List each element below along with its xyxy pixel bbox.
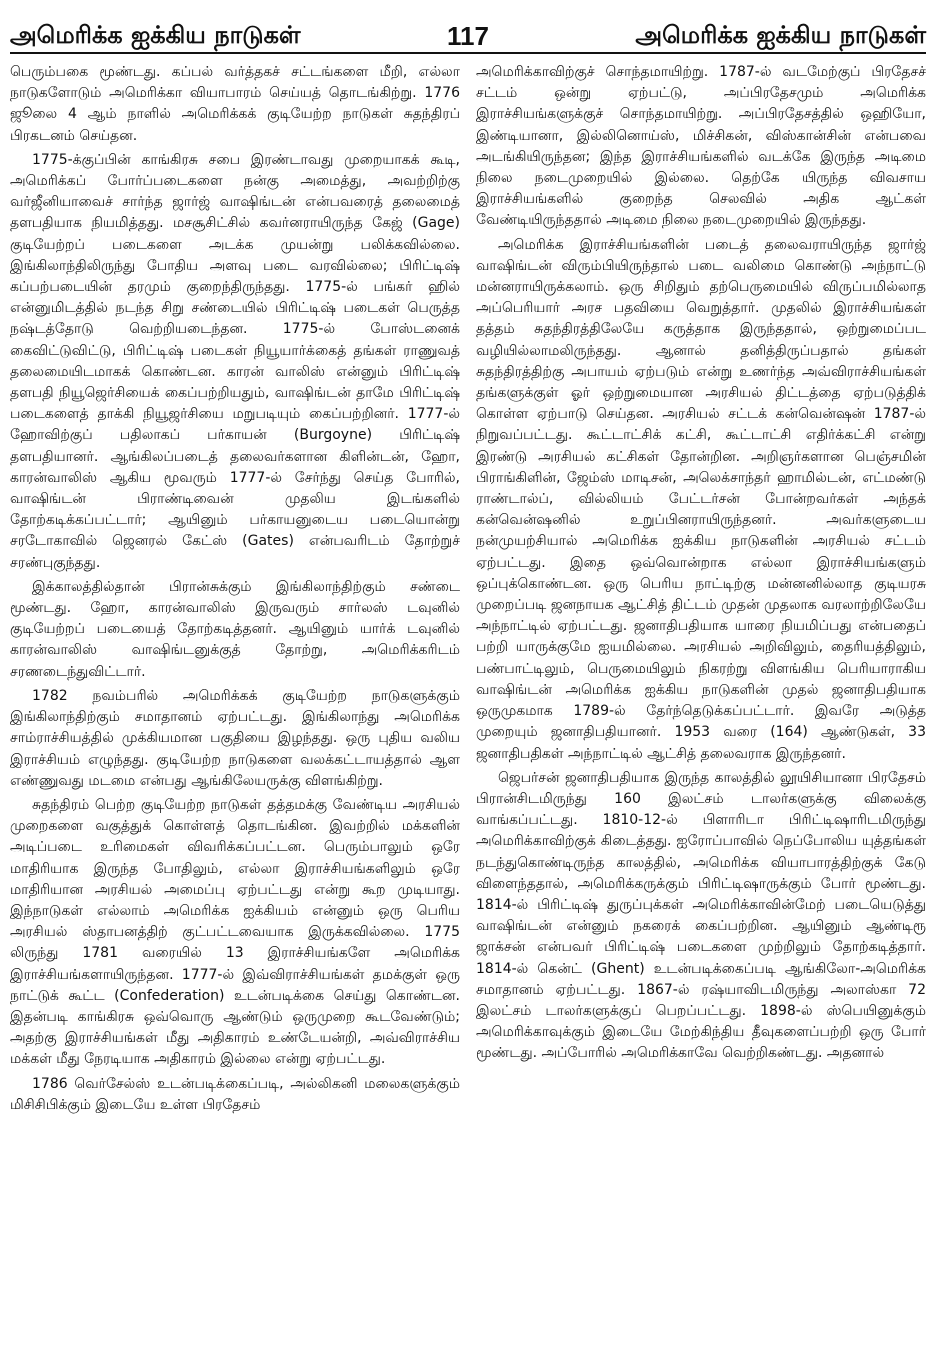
paragraph: இக்காலத்தில்தான் பிரான்சுக்கும் இங்கிலாந்திற்கும் சண்டை மூண்டது. ஹோ, காரன்வாலிஸ் இருவரும் சார்லஸ் டவுனில் குடியேற்றப் படையைத் தோற்கடித்தனர். ஆயினும் யார்க் டவுனில் காரன்வாலிஸ் வாஷிங்டனுக்குத் தோற்று, அமெரிக்கரிடம் சரணடைந்துவிட்டார். <box>10 578 460 680</box>
paragraph: பெரும்பகை மூண்டது. கப்பல் வர்த்தகச் சட்டங்களை மீறி, எல்லா நாடுகளோடும் அமெரிக்கா வியாபாரம் செய்யத் தொடங்கிற்று. 1776 ஜூலை 4 ஆம் நாளில் அமெரிக்கக் குடியேற்ற நாடுகள் சுதந்திரப் பிரகடனம் செய்தன. <box>10 64 460 144</box>
paragraph: அமெரிக்காவிற்குச் சொந்தமாயிற்று. 1787-ல் வடமேற்குப் பிரதேசச் சட்டம் ஒன்று ஏற்பட்டு, அப்பிரதேசமும் அமெரிக்க இராச்சியங்களுக்குச் சொந்தமாயிற்று. அப்பிரதேசத்தில் ஒஹியோ, இண்டியானா, இல்லினொய்ஸ், மிச்சிகன், விஸ்கான்சின் என்பவை அடங்கியிருந்தன; இந்த இராச்சியங்களில் வடக்கே இருந்த அடிமை நிலை நடைமுறையில் இல்லை. தெற்கே யிருந்த விவசாய இராச்சியங்களில் குறைந்த செலவில் அதிக ஆட்கள் வேண்டியிருந்ததால் அடிமை நிலை நடைமுறையில் இருந்தது. <box>476 64 926 229</box>
paragraph: 1786 வெர்சேல்ஸ் உடன்படிக்கைப்படி, அல்லிகனி மலைகளுக்கும் மிசிசிபிக்கும் இடையே உள்ள பிரதேசம் <box>10 1075 460 1113</box>
running-title-right: அமெரிக்க ஐக்கிய நாடுகள் <box>635 21 926 49</box>
page-number: 117 <box>447 21 489 51</box>
paragraph: 1775-க்குப்பின் காங்கிரசு சபை இரண்டாவது முறையாகக் கூடி, அமெரிக்கப் போர்ப்படைகளை நன்கு அமைத்து, அவற்றிற்கு வர்ஜீனியாவைச் சார்ந்த ஜார்ஜ் வாஷிங்டன் என்பவரைத் தலைமைத் தளபதியாக நியமித்தது. மசசூசிட்சில் கவர்னராயிருந்த கேஜ் (Gage) குடியேற்றப் படைகளை அடக்க முயன்று பலிக்கவில்லை. இங்கிலாந்திலிருந்து போதிய அளவு படை வரவில்லை; பிரிட்டிஷ் கப்பற்படையின் தரமும் குறைந்திருந்தது. 1775-ல் பங்கர் ஹில் என்னுமிடத்தில் நடந்த சிறு சண்டையில் பிரிட்டிஷ் படைகள் பெருத்த நஷ்டத்தோடு வெற்றியடைந்தன. 1775-ல் போஸ்டனைக் கைவிட்டுவிட்டு, பிரிட்டிஷ் படைகள் நியூயார்க்கைத் தங்கள் ராணுவத் தலைமையிடமாகக் கொண்டன. காரன் வாலிஸ் என்னும் பிரிட்டிஷ் தளபதி நியூஜெர்சியைக் கைப்பற்றியதும், வாஷிங்டன் தாமே பிரிட்டிஷ் படைகளைத் தாக்கி நியூஜர்சியை மறுபடியும் கைப்பற்றினர். 1777-ல் ஹோவிற்குப் பதிலாகப் பர்காயன் (Burgoyne) பிரிட்டிஷ் தளபதியானர். ஆங்கிலப்படைத் தலைவர்களான கிளின்டன், ஹோ, காரன்வாலிஸ் ஆகிய மூவரும் 1777-ல் சேர்ந்து செய்த போரில், வாஷிங்டன் பிராண்டிவைன் முதலிய இடங்களில் தோற்கடிக்கப்பட்டார்; ஆயினும் பர்காயனுடைய படையொன்று சரடோகாவில் ஜெனரல் கேட்ஸ் (Gates) என்பவரிடம் தோற்றுச் சரண்புகுந்தது. <box>10 151 460 571</box>
paragraph: அமெரிக்க இராச்சியங்களின் படைத் தலைவராயிருந்த ஜார்ஜ் வாஷிங்டன் விரும்பியிருந்தால் படை வலிமை கொண்டு அந்நாட்டு மன்னராயிருக்கலாம். ஒரு சிறிதும் தற்பெருமையில் விருப்பமில்லாத அப்பெரியார் அரச பதவியை வெறுத்தார். முதலில் இராச்சியங்கள் தத்தம் சுதந்திரத்திலேயே கருத்தாக இருந்ததால், ஒற்றுமைப்பட வழியில்லாமலிருந்தது. ஆனால் தனித்திருப்பதால் தங்கள் சுதந்திரத்திற்கு அபாயம் ஏற்படும் என்று உணர்ந்த அவ்விராச்சியங்கள் தங்களுக்குள் ஓர் ஒற்றுமையான அரசியல் திட்டத்தை ஏற்படுத்திக் கொள்ள ஏற்பாடு செய்தன. அரசியல் சட்டக் கன்வென்ஷன் 1787-ல் நிறுவப்பட்டது. கூட்டாட்சிக் கட்சி, கூட்டாட்சி எதிர்க்கட்சி என்று இரண்டு அரசியல் கட்சிகள் தோன்றின. அறிஞர்களான பெஞ்சமின் பிராங்கிளின், ஜேம்ஸ் மாடிசன், அலெக்சாந்தர் ஹாமில்டன், எட்மண்டு ராண்டால்ப், வில்லியம் பேட்டர்சன் போன்றவர்கள் அந்தக் கன்வென்ஷனில் உறுப்பினராயிருந்தனர். அவர்களுடைய நன்முயற்சியால் அமெரிக்க ஐக்கிய நாடுகளின் அரசியல் சட்டம் ஏற்பட்டது. இதை ஒவ்வொன்றாக எல்லா இராச்சியங்களும் ஒப்புக்கொண்டன. ஒரு பெரிய நாட்டிற்கு மன்னனில்லாத குடியரசு முறைப்படி ஜனநாயக ஆட்சித் திட்டம் முதன் முதலாக வரலாற்றிலேயே அந்நாட்டில் ஏற்பட்டது. ஜனாதிபதியாக யாரை நியமிப்பது என்பதைப் பற்றி யாருக்குமே ஐயமில்லை. அரசியல் அறிவிலும், தைரியத்திலும், பண்பாட்டிலும், பெருமையிலும் நிகரற்று விளங்கிய பெரியாராகிய வாஷிங்டன் அமெரிக்க ஐக்கிய நாடுகளின் முதல் ஜனாதிபதியாக ஒருமுகமாக 1789-ல் தேர்ந்தெடுக்கப்பட்டார். இவரே அடுத்த முறையும் ஜனாதிபதியானர். 1953 வரை (164) ஆண்டுகள், 33 ஜனாதிபதிகள் அந்நாட்டில் ஆட்சித் தலைவராக இருந்தனர். <box>476 236 926 762</box>
page-header <box>10 6 926 54</box>
left-column <box>10 62 460 1366</box>
running-title-left: அமெரிக்க ஐக்கிய நாடுகள் <box>10 21 301 49</box>
paragraph: சுதந்திரம் பெற்ற குடியேற்ற நாடுகள் தத்தமக்கு வேண்டிய அரசியல் முறைகளை வகுத்துக் கொள்ளத் தொடங்கின. இவற்றில் மக்களின் அடிப்படை உரிமைகள் விவரிக்கப்பட்டன. பெரும்பாலும் ஒரே மாதிரியாக இருந்த போதிலும், எல்லா இராச்சியங்களிலும் ஒரே மாதிரியான அரசியல் அமைப்பு ஏற்பட்டது என்று கூற முடியாது. இந்நாடுகள் எல்லாம் அமெரிக்க ஐக்கியம் என்னும் ஒரு பெரிய அரசியல் ஸ்தாபனத்திற் குட்பட்டவையாக இருக்கவில்லை. 1775 லிருந்து 1781 வரையில் 13 இராச்சியங்களே அமெரிக்க இராச்சியங்களாயிருந்தன. 1777-ல் இவ்விராச்சியங்கள் தமக்குள் ஒரு நாட்டுக் கூட்ட (Confederation) உடன்படிக்கை செய்து கொண்டன. இதன்படி காங்கிரசு ஒவ்வொரு ஆண்டும் ஒருமுறை கூடவேண்டும்; அதற்கு இராச்சியங்கள் மீது அதிகாரம் உண்டேயன்றி, அவ்விராச்சிய மக்கள் மீது நேரடியாக அதிகாரம் இல்லை என்று ஏற்பட்டது. <box>10 796 460 1068</box>
paragraph: ஜெபர்சன் ஜனாதிபதியாக இருந்த காலத்தில் லூயிசியானா பிரதேசம் பிரான்சிடமிருந்து 160 இலட்சம் டாலர்களுக்கு விலைக்கு வாங்கப்பட்டது. 1810-12-ல் பிளாரிடா பிரிட்டிஷாரிடமிருந்து அமெரிக்காவிற்குக் கிடைத்தது. ஐரோப்பாவில் நெப்போலிய யுத்தங்கள் நடந்துகொண்டிருந்த காலத்தில், அமெரிக்க வியாபாரத்திற்குக் கேடு விளைந்ததால், அமெரிக்கருக்கும் பிரிட்டிஷாருக்கும் போர் மூண்டது. 1814-ல் பிரிட்டிஷ் துருப்புக்கள் அமெரிக்காவின்மேற் படையெடுத்து வாஷிங்டன் என்னும் நகரைக் கைப்பற்றின. ஆயினும் ஆண்டிரூ ஜாக்சன் என்பவர் பிரிட்டிஷ் படைகளை முற்றிலும் தோற்கடித்தார். 1814-ல் கென்ட் (Ghent) உடன்படிக்கைப்படி ஆங்கிலோ-அமெரிக்க சமாதானம் ஏற்பட்டது. 1867-ல் ரஷ்யாவிடமிருந்து அலாஸ்கா 72 இலட்சம் டாலர்களுக்குப் பெறப்பட்டது. 1898-ல் ஸ்பெயினுக்கும் அமெரிக்காவுக்கும் இடையே மேற்கிந்திய தீவுகளைப்பற்றி ஒரு போர் மூண்டது. அப்போரில் அமெரிக்காவே வெற்றிகண்டது. அதனால் <box>476 769 926 1062</box>
paragraph: 1782 நவம்பரில் அமெரிக்கக் குடியேற்ற நாடுகளுக்கும் இங்கிலாந்திற்கும் சமாதானம் ஏற்பட்டது. இங்கிலாந்து அமெரிக்க சாம்ராச்சியத்தில் முக்கியமான பகுதியை இழந்தது. ஒரு புதிய வலிய இராச்சியம் எழுந்தது. குடியேற்ற நாடுகளை வலக்கட்டாயத்தால் ஆள எண்ணுவது மடமை என்பது ஆங்கிலேயருக்கு விளங்கிற்று. <box>10 687 460 789</box>
text-columns <box>10 62 926 1366</box>
right-column <box>476 62 926 1366</box>
